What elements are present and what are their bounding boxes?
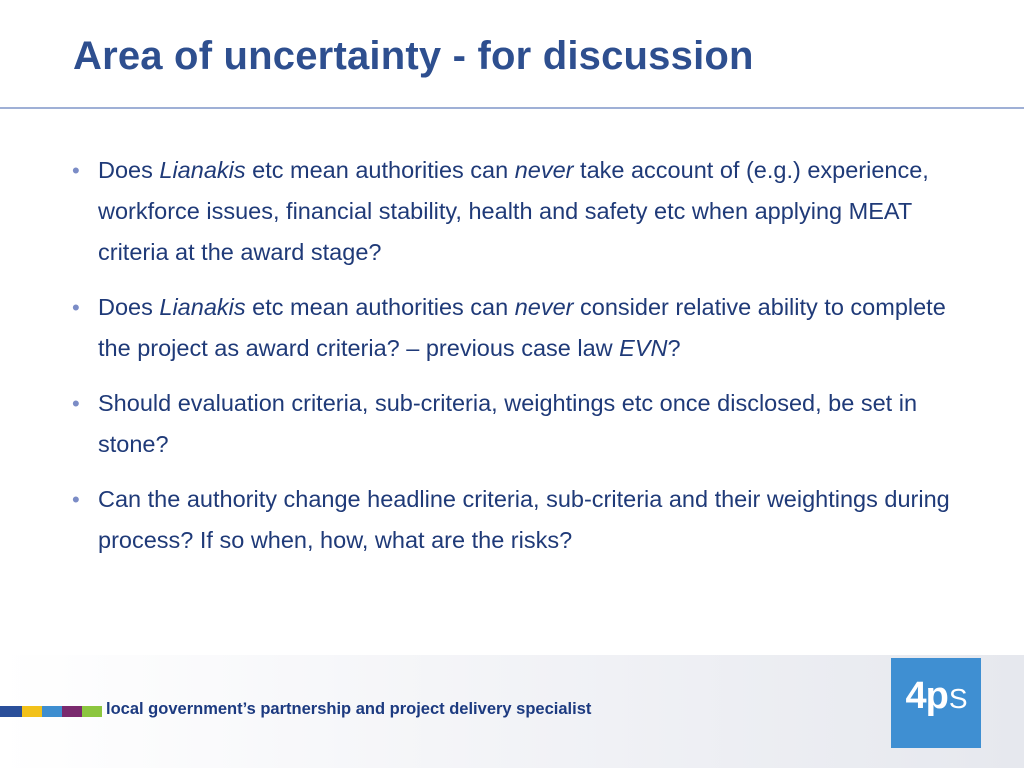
bullet-icon: • — [72, 391, 80, 416]
bullet-item — [72, 383, 982, 465]
footer-tagline: local government’s partnership and project delivery specialist — [106, 700, 592, 718]
bullet-text-italic: never — [514, 157, 574, 183]
bullet-text: take account of (e.g.) experience, workforce issues, financial stability, health and safety etc when applying MEAT criteria at the award stage? — [98, 157, 929, 265]
logo-main: 4p — [905, 674, 948, 717]
bullet-icon: • — [72, 295, 80, 320]
title-divider — [0, 107, 1024, 109]
bullet-text-italic: never — [514, 294, 574, 320]
strip-segment — [0, 706, 22, 717]
4ps-logo — [891, 658, 981, 748]
bullet-text: etc mean authorities can — [245, 157, 515, 183]
bullet-icon: • — [72, 487, 80, 512]
bullet-text: Can the authority change headline criteria, sub-criteria and their weightings during process? If so when, how, what are the risks? — [98, 486, 950, 553]
bullet-text: Does — [98, 294, 160, 320]
bullet-text: etc mean authorities can — [245, 294, 515, 320]
bullet-text: Does — [98, 157, 160, 183]
bullet-item — [72, 287, 982, 369]
strip-segment — [22, 706, 42, 717]
bullet-text-italic: Lianakis — [159, 294, 246, 320]
bullet-item — [72, 479, 982, 561]
bullet-list — [72, 150, 982, 575]
color-strip — [0, 706, 102, 717]
bullet-text-italic: EVN — [619, 335, 668, 361]
logo-suffix: S — [948, 682, 967, 714]
strip-segment — [82, 706, 102, 717]
strip-segment — [62, 706, 82, 717]
slide-title: Area of uncertainty - for discussion — [73, 34, 754, 78]
bullet-text-italic: Lianakis — [159, 157, 246, 183]
bullet-icon: • — [72, 158, 80, 183]
logo-text — [905, 675, 966, 718]
bullet-text: ? — [667, 335, 681, 361]
bullet-text: Should evaluation criteria, sub-criteria, weightings etc once disclosed, be set in stone? — [98, 390, 918, 457]
strip-segment — [42, 706, 62, 717]
bullet-text: consider relative ability to complete the project as award criteria? – previous case law — [98, 294, 946, 361]
bullet-item — [72, 150, 982, 273]
